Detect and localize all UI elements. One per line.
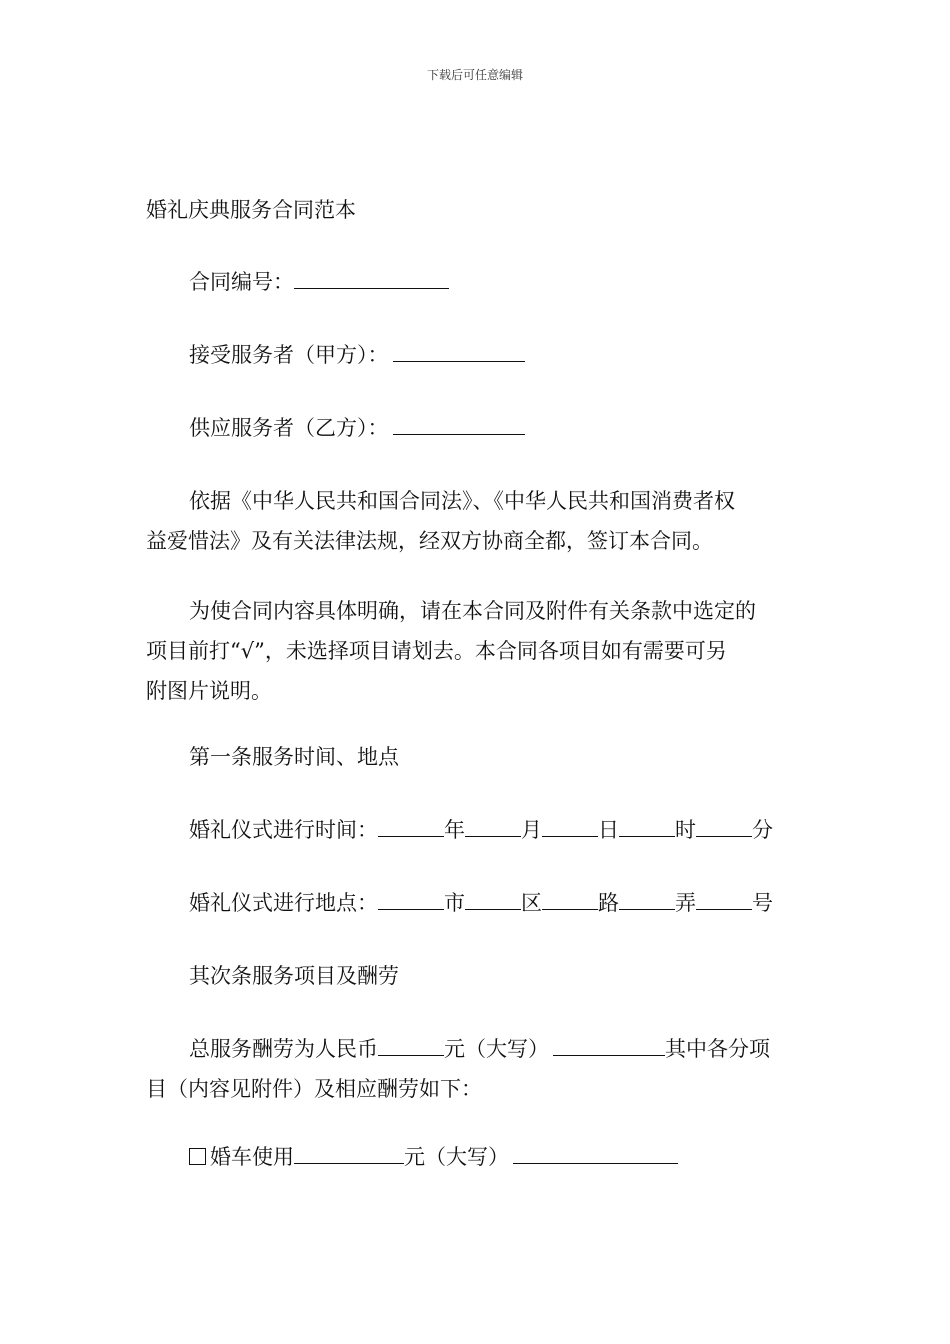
month-field[interactable]: [465, 816, 521, 837]
lane-field[interactable]: [619, 889, 675, 910]
month-unit: 月: [521, 818, 542, 842]
total-fee-prefix: 总服务酬劳为人民币: [189, 1037, 378, 1061]
article1-heading: 第一条服务时间、地点: [189, 745, 399, 769]
city-unit: 市: [444, 891, 465, 915]
party-b-field[interactable]: [393, 414, 525, 435]
total-fee-amount-field[interactable]: [378, 1035, 444, 1056]
city-field[interactable]: [378, 889, 444, 910]
total-fee-words-field[interactable]: [553, 1035, 665, 1056]
party-b-label: 供应服务者（乙方）：: [189, 416, 389, 440]
checkbox-icon[interactable]: [189, 1148, 206, 1165]
total-fee-line: [146, 1029, 806, 1069]
party-a-field[interactable]: [393, 341, 525, 362]
hour-field[interactable]: [619, 816, 675, 837]
minute-field[interactable]: [696, 816, 752, 837]
total-fee-paragraph: [146, 1029, 806, 1109]
instructions-paragraph: [146, 591, 806, 711]
ceremony-time-label: 婚礼仪式进行时间：: [189, 818, 378, 842]
total-fee-unit: 元（大写）: [444, 1037, 549, 1061]
document-title: 婚礼庆典服务合同范本: [146, 198, 356, 222]
contract-number-field[interactable]: [294, 268, 449, 289]
minute-unit: 分: [752, 818, 773, 842]
contract-number-label: 合同编号：: [189, 270, 294, 294]
header-note: 下载后可任意编辑: [426, 68, 523, 82]
road-unit: 路: [598, 891, 619, 915]
number-field[interactable]: [696, 889, 752, 910]
year-unit: 年: [444, 818, 465, 842]
lane-unit: 弄: [675, 891, 696, 915]
wedding-car-amount-field[interactable]: [294, 1143, 404, 1164]
wedding-car-label: 婚车使用: [210, 1145, 294, 1169]
hour-unit: 时: [675, 818, 696, 842]
ceremony-place-line: [189, 889, 773, 917]
district-unit: 区: [521, 891, 542, 915]
party-a-label: 接受服务者（甲方）：: [189, 343, 389, 367]
wedding-car-line: [189, 1143, 678, 1171]
preamble-line: 益爱惜法》及有关法律法规，经双方协商全都，签订本合同。: [146, 529, 713, 553]
article2-heading: 其次条服务项目及酬劳: [189, 964, 399, 988]
instructions-line: 为使合同内容具体明确，请在本合同及附件有关条款中选定的: [189, 599, 756, 623]
day-unit: 日: [598, 818, 619, 842]
party-a-line: [189, 341, 525, 369]
party-b-line: [189, 414, 525, 442]
total-fee-suffix: 其中各分项: [665, 1037, 770, 1061]
preamble-line: 依据《中华人民共和国合同法》、《中华人民共和国消费者权: [189, 489, 735, 513]
instructions-line: 附图片说明。: [146, 679, 272, 703]
contract-number-line: [189, 268, 449, 296]
wedding-car-words-field[interactable]: [513, 1143, 678, 1164]
road-field[interactable]: [542, 889, 598, 910]
instructions-line: 项目前打“√”，未选择项目请划去。本合同各项目如有需要可另: [146, 639, 727, 663]
preamble-paragraph: [146, 481, 806, 561]
total-fee-line2: 目（内容见附件）及相应酬劳如下：: [146, 1077, 482, 1101]
ceremony-place-label: 婚礼仪式进行地点：: [189, 891, 378, 915]
ceremony-time-line: [189, 816, 773, 844]
wedding-car-unit: 元（大写）: [404, 1145, 509, 1169]
number-unit: 号: [752, 891, 773, 915]
district-field[interactable]: [465, 889, 521, 910]
day-field[interactable]: [542, 816, 598, 837]
year-field[interactable]: [378, 816, 444, 837]
